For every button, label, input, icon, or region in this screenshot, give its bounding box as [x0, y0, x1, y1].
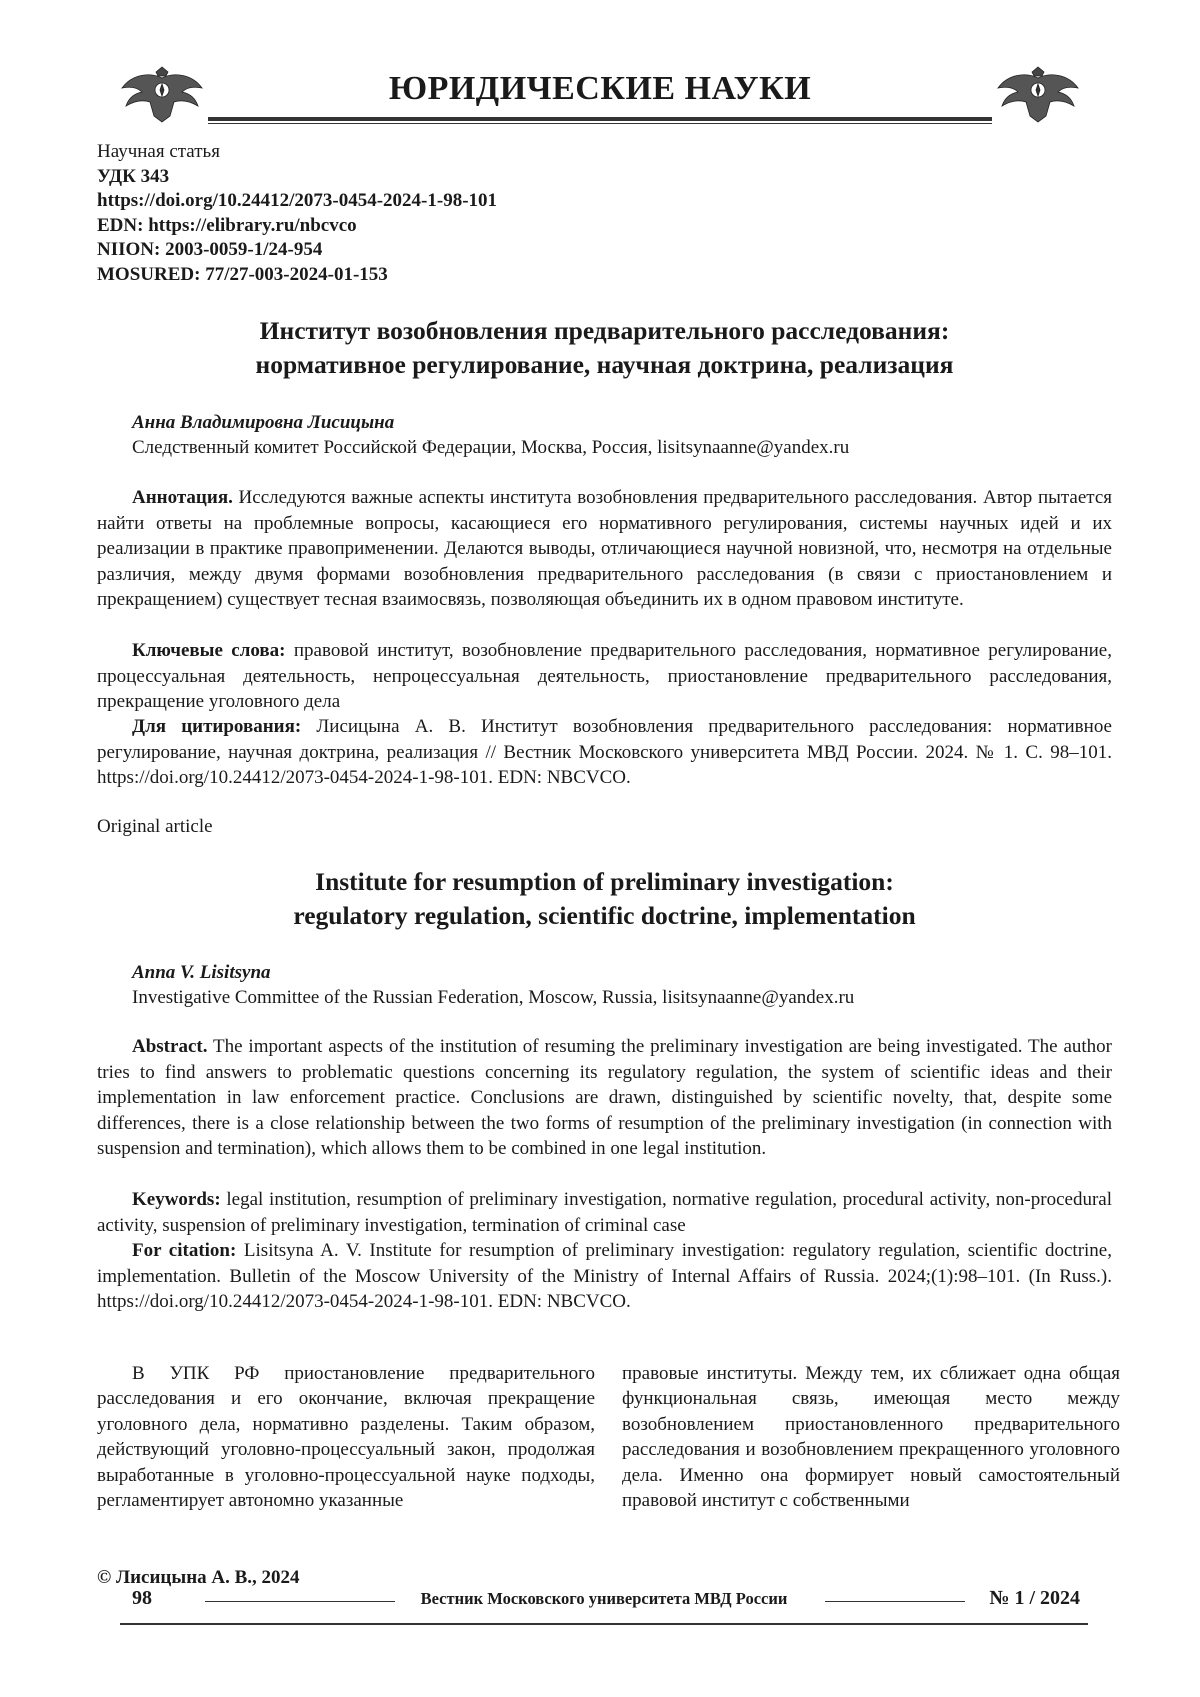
footer-rule-right [825, 1601, 965, 1602]
en-title-line2: regulatory regulation, scientific doctrine, implementation [293, 901, 916, 930]
journal-header [120, 62, 1080, 132]
en-citation [97, 1238, 1112, 1315]
en-keywords-label: Keywords: [132, 1189, 221, 1210]
doi-link[interactable]: https://doi.org/10.24412/2073-0454-2024-1-98-101 [97, 190, 498, 211]
ru-abstract-label: Аннотация. [132, 487, 233, 508]
ru-author-block [132, 410, 849, 460]
en-title [97, 865, 1112, 933]
ru-citation [97, 714, 1112, 791]
en-article-type: Original article [97, 816, 213, 837]
body-column-right: правовые институты. Между тем, их сближает одна общая функциональная связь, имеющая место между возобновлением приостановленного предварительного расследования и возобновлением прекращенного уголовного дела. Именно она формирует новый самостоятельный правовой институт с собственными [622, 1363, 1120, 1512]
en-abstract-label: Abstract. [132, 1036, 208, 1057]
footer-bottom-rule [120, 1623, 1088, 1625]
ru-title [97, 314, 1112, 382]
edn-link[interactable]: EDN: https://elibrary.ru/nbcvco [97, 214, 357, 236]
en-abstract [97, 1034, 1112, 1162]
ru-keywords-label: Ключевые слова: [132, 640, 286, 661]
en-author-name: Anna V. Lisitsyna [132, 962, 271, 983]
copyright: © Лисицына А. В., 2024 [97, 1567, 300, 1588]
en-citation-label: For citation: [132, 1240, 237, 1261]
ru-abstract [97, 485, 1112, 613]
ru-citation-text: Лисицына А. В. Институт возобновления предварительного расследования: нормативное регулирование, научная доктрина, реализация // Вестник Московского университета МВД России. 2024. № 1. С. 98–101. https://doi.org/10.24412/2073-0454-2024-1-98-101. EDN: NBCVCO. [97, 716, 1112, 788]
header-rule [208, 117, 992, 121]
udk: УДК 343 [97, 165, 170, 187]
en-keywords-text: legal institution, resumption of preliminary investigation, normative regulation, procedural activity, non-procedural activity, suspension of preliminary investigation, termination of criminal case [97, 1189, 1112, 1236]
ru-keywords-text: правовой институт, возобновление предварительного расследования, нормативное регулирование, процессуальная деятельность, непроцессуальная деятельность, приостановление предварительного расследования, прекращение уголовного дела [97, 640, 1112, 712]
journal-name: Вестник Московского университета МВД России [420, 1589, 788, 1608]
article-metadata [97, 140, 497, 287]
article-type: Научная статья [97, 141, 220, 162]
body-column-left: В УПК РФ приостановление предварительного расследования и его окончание, включая прекращение уголовного дела, нормативно разделены. Таким образом, действующий уголовно-процессуальный закон, продолжая выработанные в уголовно-процессуальной науке подходы, регламентирует автономно указанные [97, 1363, 595, 1512]
section-title: ЮРИДИЧЕСКИЕ НАУКИ [388, 70, 812, 107]
mosured: MOSURED: 77/27-003-2024-01-153 [97, 263, 388, 285]
ru-citation-label: Для цитирования: [132, 716, 302, 737]
ru-title-line2: нормативное регулирование, научная доктрина, реализация [255, 350, 954, 379]
en-title-line1: Institute for resumption of preliminary investigation: [315, 867, 894, 896]
niion: NIION: 2003-0059-1/24-954 [97, 239, 323, 260]
en-keywords [97, 1187, 1112, 1238]
en-citation-text: Lisitsyna A. V. Institute for resumption of preliminary investigation: regulatory regulation, scientific doctrine, implementation. Bulletin of the Moscow University of the Ministry of Internal Affairs of Russia. 2024;(1):98–101. (In Russ.). https://doi.org/10.24412/2073-0454-2024-1-98-101. EDN: NBCVCO. [97, 1240, 1112, 1312]
ru-affiliation: Следственный комитет Российской Федерации, Москва, Россия, lisitsynaanne@yandex.ru [132, 437, 850, 458]
en-author-block [132, 960, 854, 1010]
en-affiliation: Investigative Committee of the Russian Federation, Moscow, Russia, lisitsynaanne@yandex.ru [132, 987, 855, 1008]
eagle-emblem-icon [996, 66, 1080, 126]
ru-title-line1: Институт возобновления предварительного расследования: [259, 316, 950, 345]
page-footer [120, 1587, 1088, 1631]
ru-abstract-text: Исследуются важные аспекты института возобновления предварительного расследования. Автор пытается найти ответы на проблемные вопросы, касающиеся его нормативного регулирования, системы научных идей и их реализации в практике правоприменении. Делаются выводы, отличающиеся научной новизной, что, несмотря на отдельные различия, между двумя формами возобновления предварительного расследования (в связи с приостановлением и прекращением) существует тесная взаимосвязь, позволяющая объединить их в одном правовом институте. [97, 487, 1112, 610]
eagle-emblem-icon [120, 66, 204, 126]
ru-author-name: Анна Владимировна Лисицына [132, 412, 395, 433]
issue-number: № 1 / 2024 [989, 1587, 1080, 1609]
page-number: 98 [132, 1587, 152, 1609]
header-rule-thin [208, 123, 992, 124]
ru-keywords [97, 638, 1112, 715]
en-abstract-text: The important aspects of the institution of resuming the preliminary investigation are being investigated. The author tries to find answers to problematic questions concerning its regulatory regulation, the system of scientific ideas and their implementation in law enforcement practice. Conclusions are drawn, distinguished by scientific novelty, that, despite some differences, there is a close relationship between the two forms of resumption of the preliminary investigation (in connection with suspension and termination), which allows them to be combined in one legal institution. [97, 1036, 1112, 1159]
